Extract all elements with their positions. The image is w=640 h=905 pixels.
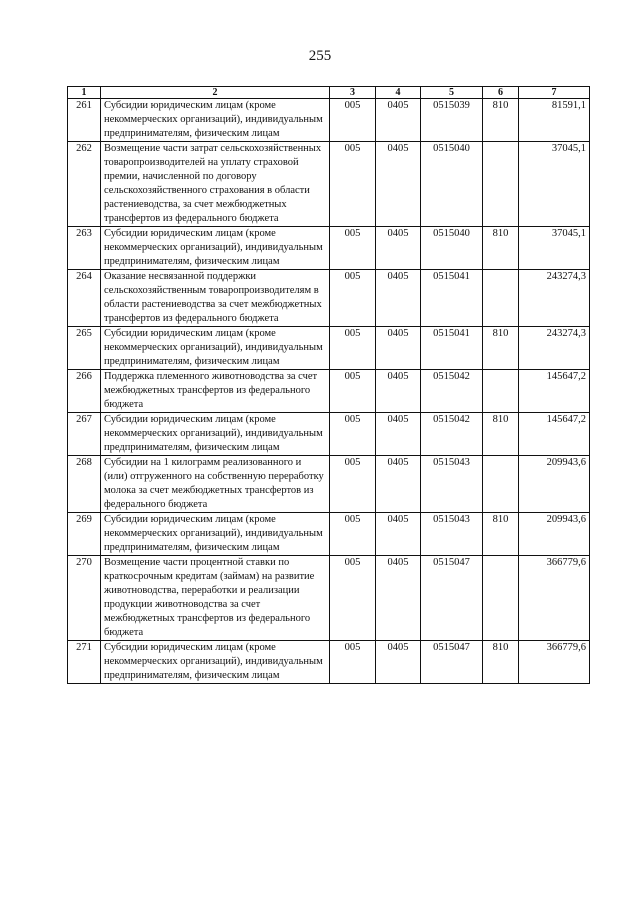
ministry-code: 005 [330, 513, 376, 556]
table-row [68, 641, 590, 684]
expense-type-code [483, 556, 519, 641]
target-article-code: 0515040 [421, 142, 483, 227]
section-code: 0405 [376, 413, 421, 456]
expense-type-code: 810 [483, 99, 519, 142]
section-code: 0405 [376, 227, 421, 270]
row-number: 269 [68, 513, 101, 556]
amount: 209943,6 [519, 456, 590, 513]
item-name: Субсидии юридическим лицам (кроме некоммерческих организаций), индивидуальным предпринимателям, физическим лицам [101, 327, 330, 370]
row-number: 267 [68, 413, 101, 456]
amount: 366779,6 [519, 556, 590, 641]
amount: 37045,1 [519, 227, 590, 270]
amount: 37045,1 [519, 142, 590, 227]
amount: 81591,1 [519, 99, 590, 142]
target-article-code: 0515047 [421, 641, 483, 684]
target-article-code: 0515042 [421, 413, 483, 456]
table-row [68, 556, 590, 641]
col-header-3: 3 [330, 87, 376, 99]
section-code: 0405 [376, 556, 421, 641]
section-code: 0405 [376, 641, 421, 684]
ministry-code: 005 [330, 370, 376, 413]
table-body [68, 99, 590, 684]
table-row [68, 227, 590, 270]
section-code: 0405 [376, 456, 421, 513]
ministry-code: 005 [330, 641, 376, 684]
target-article-code: 0515047 [421, 556, 483, 641]
expense-type-code: 810 [483, 513, 519, 556]
table-row [68, 413, 590, 456]
table-row [68, 99, 590, 142]
expense-type-code: 810 [483, 641, 519, 684]
col-header-4: 4 [376, 87, 421, 99]
ministry-code: 005 [330, 327, 376, 370]
table-row [68, 142, 590, 227]
target-article-code: 0515043 [421, 456, 483, 513]
expense-type-code [483, 456, 519, 513]
row-number: 271 [68, 641, 101, 684]
item-name: Субсидии юридическим лицам (кроме некоммерческих организаций), индивидуальным предпринимателям, физическим лицам [101, 99, 330, 142]
amount: 366779,6 [519, 641, 590, 684]
table-row [68, 456, 590, 513]
ministry-code: 005 [330, 270, 376, 327]
item-name: Субсидии юридическим лицам (кроме некоммерческих организаций), индивидуальным предпринимателям, физическим лицам [101, 513, 330, 556]
section-code: 0405 [376, 99, 421, 142]
target-article-code: 0515043 [421, 513, 483, 556]
item-name: Субсидии юридическим лицам (кроме некоммерческих организаций), индивидуальным предпринимателям, физическим лицам [101, 227, 330, 270]
target-article-code: 0515041 [421, 270, 483, 327]
row-number: 263 [68, 227, 101, 270]
page-number: 255 [308, 48, 332, 64]
expense-type-code [483, 142, 519, 227]
col-header-6: 6 [483, 87, 519, 99]
row-number: 264 [68, 270, 101, 327]
amount: 145647,2 [519, 370, 590, 413]
item-name: Поддержка племенного животноводства за счет межбюджетных трансфертов из федерального бюджета [101, 370, 330, 413]
budget-table [67, 86, 590, 684]
section-code: 0405 [376, 370, 421, 413]
item-name: Оказание несвязанной поддержки сельскохозяйственным товаропроизводителям в области растениеводства за счет межбюджетных трансфертов из федерального бюджета [101, 270, 330, 327]
table-row [68, 370, 590, 413]
ministry-code: 005 [330, 456, 376, 513]
col-header-7: 7 [519, 87, 590, 99]
target-article-code: 0515042 [421, 370, 483, 413]
table-row [68, 270, 590, 327]
ministry-code: 005 [330, 413, 376, 456]
amount: 243274,3 [519, 327, 590, 370]
col-header-1: 1 [68, 87, 101, 99]
expense-type-code: 810 [483, 227, 519, 270]
table-row [68, 513, 590, 556]
row-number: 262 [68, 142, 101, 227]
row-number: 265 [68, 327, 101, 370]
col-header-5: 5 [421, 87, 483, 99]
expense-type-code: 810 [483, 327, 519, 370]
expense-type-code [483, 270, 519, 327]
section-code: 0405 [376, 142, 421, 227]
item-name: Возмещение части процентной ставки по краткосрочным кредитам (займам) на развитие животноводства, переработки и реализации продукции животноводства за счет межбюджетных трансфертов из федерального бюджета [101, 556, 330, 641]
amount: 145647,2 [519, 413, 590, 456]
table-row [68, 327, 590, 370]
amount: 243274,3 [519, 270, 590, 327]
header-row [68, 87, 590, 99]
section-code: 0405 [376, 327, 421, 370]
amount: 209943,6 [519, 513, 590, 556]
item-name: Субсидии на 1 килограмм реализованного и (или) отгруженного на собственную переработку молока за счет межбюджетных трансфертов из федерального бюджета [101, 456, 330, 513]
expense-type-code [483, 370, 519, 413]
ministry-code: 005 [330, 227, 376, 270]
item-name: Субсидии юридическим лицам (кроме некоммерческих организаций), индивидуальным предпринимателям, физическим лицам [101, 641, 330, 684]
row-number: 261 [68, 99, 101, 142]
target-article-code: 0515041 [421, 327, 483, 370]
row-number: 270 [68, 556, 101, 641]
target-article-code: 0515039 [421, 99, 483, 142]
row-number: 268 [68, 456, 101, 513]
section-code: 0405 [376, 513, 421, 556]
section-code: 0405 [376, 270, 421, 327]
row-number: 266 [68, 370, 101, 413]
item-name: Возмещение части затрат сельскохозяйственных товаропроизводителей на уплату страховой премии, начисленной по договору сельскохозяйственного страхования в области растениеводства, за счет межбюджетных трансфертов из федерального бюджета [101, 142, 330, 227]
col-header-2: 2 [101, 87, 330, 99]
item-name: Субсидии юридическим лицам (кроме некоммерческих организаций), индивидуальным предпринимателям, физическим лицам [101, 413, 330, 456]
ministry-code: 005 [330, 142, 376, 227]
ministry-code: 005 [330, 99, 376, 142]
ministry-code: 005 [330, 556, 376, 641]
target-article-code: 0515040 [421, 227, 483, 270]
expense-type-code: 810 [483, 413, 519, 456]
